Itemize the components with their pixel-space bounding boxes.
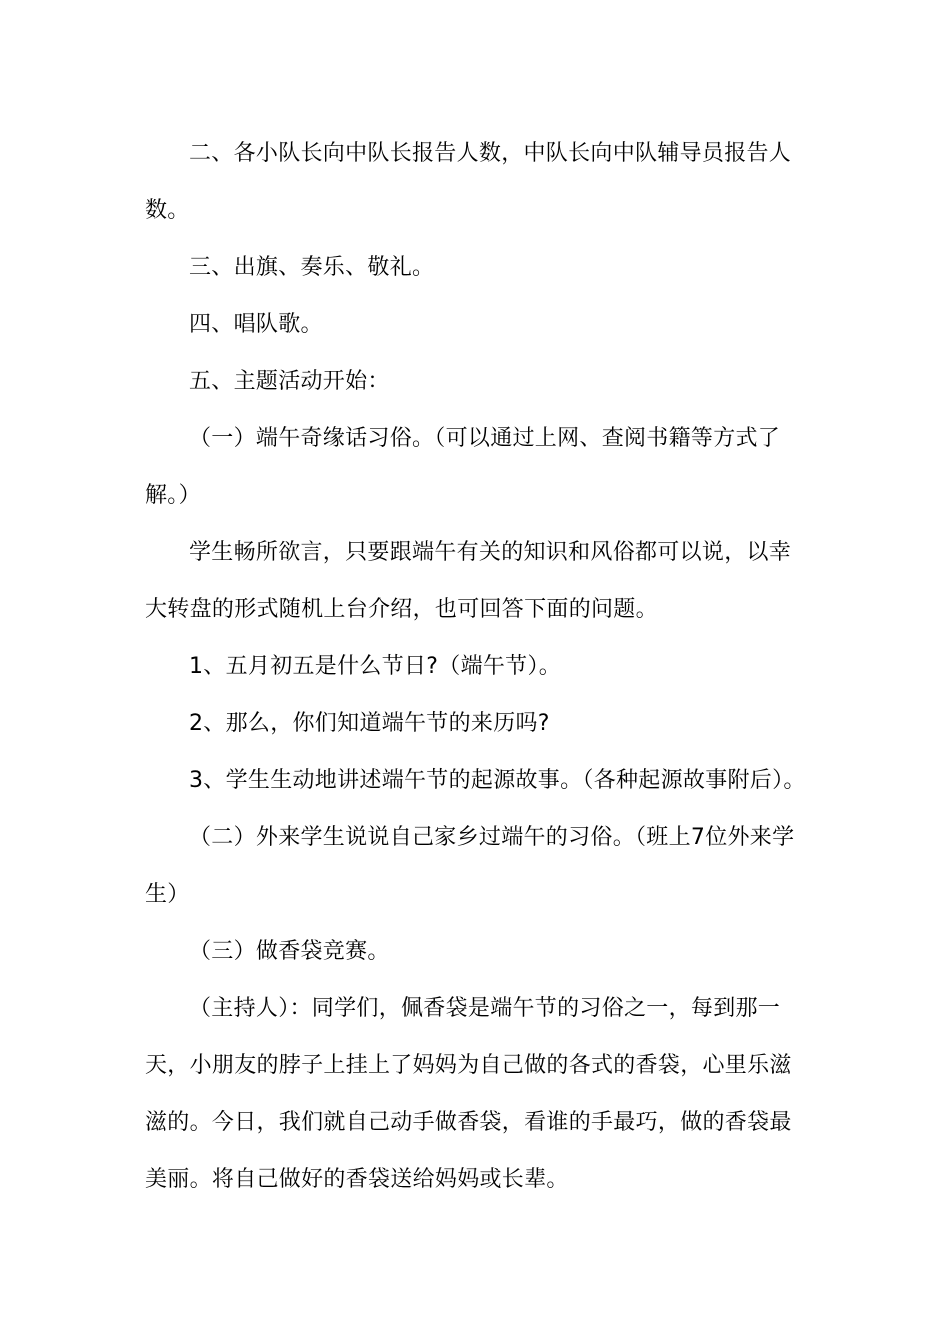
paragraph-section-three: （三）做香袋竞赛。 <box>189 939 390 964</box>
paragraph-team-song: 四、唱队歌。 <box>189 312 323 337</box>
paragraph-flag-ceremony: 三、出旗、奏乐、敬礼。 <box>189 255 435 280</box>
document-body <box>145 125 810 1208</box>
paragraph-host-speech: （主持人）：同学们，佩香袋是端午节的习俗之一，每到那一天，小朋友的脖子上挂上了妈妈为自己做的各式的香袋，心里乐滋滋的。今日，我们就自己动手做香袋，看谁的手最巧，做的香袋最美丽。将自己做好的香袋送给妈妈或长辈。 <box>145 996 792 1192</box>
paragraph-section-one: （一）端午奇缘话习俗。（可以通过上网、查阅书籍等方式了解。） <box>145 426 781 508</box>
paragraph-section-two: （二）外来学生说说自己家乡过端午的习俗。（班上7位外来学生） <box>145 825 795 907</box>
paragraph-students-speak: 学生畅所欲言，只要跟端午有关的知识和风俗都可以说，以幸大转盘的形式随机上台介绍，也可回答下面的问题。 <box>145 540 792 622</box>
paragraph-report-headcount: 二、各小队长向中队长报告人数，中队长向中队辅导员报告人数。 <box>145 141 792 223</box>
paragraph-question-1: 1、五月初五是什么节日?（端午节）。 <box>189 654 562 679</box>
paragraph-activity-start: 五、主题活动开始： <box>189 369 390 394</box>
paragraph-question-2: 2、那么，你们知道端午节的来历吗? <box>189 711 550 736</box>
paragraph-question-3: 3、学生生动地讲述端午节的起源故事。（各种起源故事附后）。 <box>189 768 806 793</box>
